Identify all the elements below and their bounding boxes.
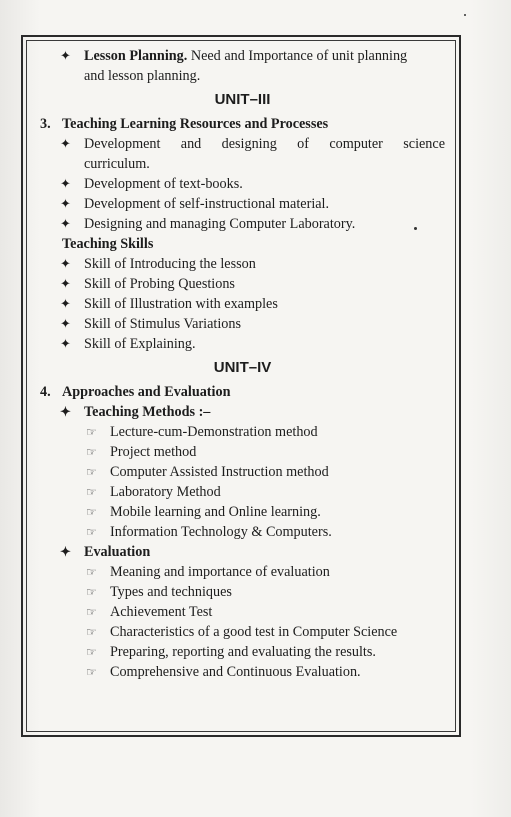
sub-list-item-text: Characteristics of a good test in Computer Science	[110, 624, 398, 640]
four-point-star-icon: ✦	[60, 276, 71, 291]
topic-title-text: Approaches and Evaluation	[62, 384, 231, 400]
list-item	[40, 194, 445, 214]
pointing-hand-icon: ☞	[86, 505, 97, 519]
list-item-text: Need and Importance of unit planning	[187, 48, 408, 64]
list-item-bold: Lesson Planning.	[84, 48, 188, 64]
four-point-star-icon: ✦	[60, 296, 71, 311]
pointing-hand-icon: ☞	[86, 665, 97, 679]
pointing-hand-icon: ☞	[86, 525, 97, 539]
sub-list-item	[40, 442, 445, 462]
sub-list-item-text: Mobile learning and Online learning.	[110, 504, 321, 520]
list-item-text: Skill of Explaining.	[84, 336, 196, 352]
four-point-star-icon: ✦	[60, 216, 71, 231]
pointing-hand-icon: ☞	[86, 425, 97, 439]
list-item	[40, 294, 445, 314]
list-item	[40, 254, 445, 274]
four-point-star-icon: ✦	[60, 196, 71, 211]
four-point-star-icon: ✦	[60, 336, 71, 351]
sub-list-item-text: Lecture-cum-Demonstration method	[110, 424, 318, 440]
list-item	[40, 334, 445, 354]
sub-list-item	[40, 602, 445, 622]
list-item-text: Skill of Stimulus Variations	[84, 316, 241, 332]
syllabus-content	[40, 46, 445, 682]
list-item	[40, 314, 445, 334]
four-point-star-icon: ✦	[60, 544, 71, 559]
sub-list-item	[40, 562, 445, 582]
four-point-star-icon: ✦	[60, 136, 71, 151]
sub-list-item	[40, 642, 445, 662]
pointing-hand-icon: ☞	[86, 445, 97, 459]
list-item-text: Designing and managing Computer Laboratory.	[84, 216, 356, 232]
list-item-text: Skill of Probing Questions	[84, 276, 235, 292]
sub-list-item-text: Information Technology & Computers.	[110, 524, 332, 540]
sub-list-item	[40, 422, 445, 442]
list-item	[40, 174, 445, 194]
list-item-continuation: and lesson planning.	[84, 68, 201, 84]
four-point-star-icon: ✦	[60, 404, 71, 419]
list-item-text: Development of self-instructional material.	[84, 196, 330, 212]
list-item-text: Development and designing of computer science	[84, 136, 445, 152]
pointing-hand-icon: ☞	[86, 465, 97, 479]
topic-title	[40, 114, 445, 134]
topic-number: 4.	[40, 384, 51, 400]
list-item-text: Development of text-books.	[84, 176, 243, 192]
sub-list-item	[40, 462, 445, 482]
topic-title	[40, 382, 445, 402]
list-item	[40, 46, 445, 66]
sub-list-item-text: Project method	[110, 444, 197, 460]
subsection-heading: Teaching Skills	[62, 236, 154, 252]
sub-list-item-text: Achievement Test	[110, 604, 213, 620]
sub-list-item	[40, 582, 445, 602]
list-item-text: Skill of Illustration with examples	[84, 296, 278, 312]
list-item	[40, 214, 445, 234]
sub-list-item-text: Types and techniques	[110, 584, 232, 600]
sub-list-item-text: Computer Assisted Instruction method	[110, 464, 329, 480]
list-item	[40, 134, 445, 154]
pointing-hand-icon: ☞	[86, 645, 97, 659]
list-item-heading: Evaluation	[84, 544, 151, 560]
sub-list-item-text: Meaning and importance of evaluation	[110, 564, 330, 580]
sub-list-item-text: Comprehensive and Continuous Evaluation.	[110, 664, 361, 680]
topic-number: 3.	[40, 116, 51, 132]
four-point-star-icon: ✦	[60, 48, 71, 63]
list-item	[40, 542, 445, 562]
four-point-star-icon: ✦	[60, 256, 71, 271]
sub-list-item	[40, 662, 445, 682]
four-point-star-icon: ✦	[60, 316, 71, 331]
sub-list-item	[40, 502, 445, 522]
list-item	[40, 274, 445, 294]
unit-heading: UNIT–IV	[213, 359, 272, 376]
topic-title-text: Teaching Learning Resources and Processes	[62, 116, 329, 132]
list-item-continuation: curriculum.	[84, 156, 150, 172]
pointing-hand-icon: ☞	[86, 485, 97, 499]
pointing-hand-icon: ☞	[86, 565, 97, 579]
pointing-hand-icon: ☞	[86, 625, 97, 639]
list-item	[40, 402, 445, 422]
list-item-text: Skill of Introducing the lesson	[84, 256, 256, 272]
ink-speck	[464, 14, 466, 16]
sub-list-item	[40, 482, 445, 502]
sub-list-item-text: Preparing, reporting and evaluating the results.	[110, 644, 376, 660]
pointing-hand-icon: ☞	[86, 605, 97, 619]
list-item-heading: Teaching Methods :–	[84, 404, 211, 420]
sub-list-item	[40, 622, 445, 642]
sub-list-item-text: Laboratory Method	[110, 484, 221, 500]
four-point-star-icon: ✦	[60, 176, 71, 191]
pointing-hand-icon: ☞	[86, 585, 97, 599]
sub-list-item	[40, 522, 445, 542]
unit-heading: UNIT–III	[214, 91, 271, 108]
